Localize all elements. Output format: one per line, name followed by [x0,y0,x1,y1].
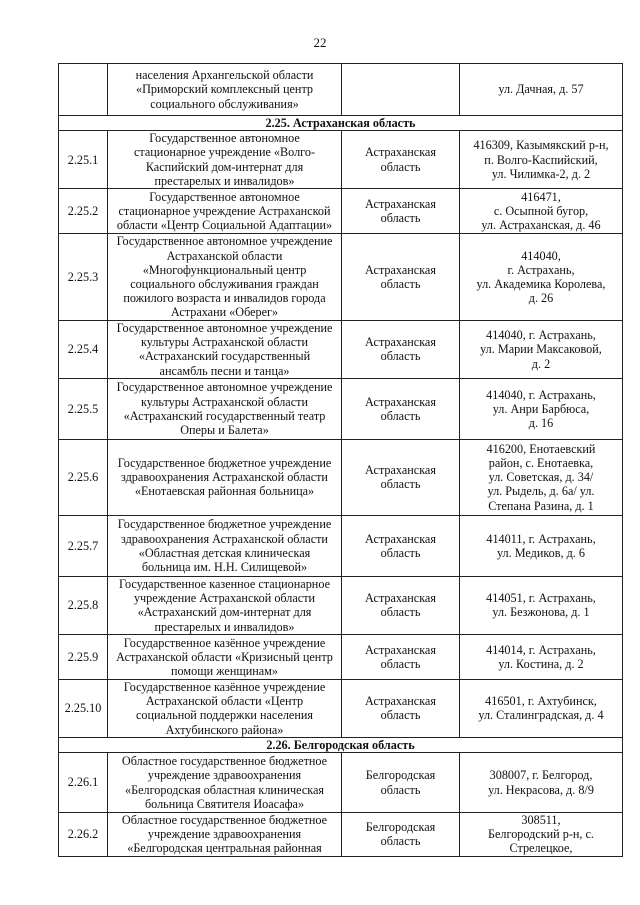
table-row [59,321,623,379]
institution-address-line: 414040, г. Астрахань, [486,328,596,343]
institution-address [460,439,623,515]
institution-name-line: Государственное бюджетное учреждение [117,517,332,532]
institution-name [108,131,342,189]
institution-address [460,634,623,679]
table-row [59,634,623,679]
institution-address [460,813,623,857]
institution-name-line: престарелых и инвалидов» [154,173,295,188]
institution-address-line: п. Волго-Каспийский, [484,152,598,167]
institution-address-line: ул. Анри Барбюса, [492,401,590,416]
section-title: 2.26. Белгородская область [59,737,623,752]
section-title: 2.25. Астраханская область [59,116,623,131]
table-row [59,753,623,813]
institution-name-line: «Белгородская центральная районная [127,841,322,856]
institution-name-line: «Астраханский дом-интернат для [137,605,312,620]
institution-address-line: 414051, г. Астрахань, [486,591,596,606]
region-name-line: область [380,408,421,423]
table-row [59,439,623,515]
region-name-line: Астраханская [365,262,436,277]
institution-name-line: «Белгородская областная клиническая [125,782,324,797]
institution-name [108,576,342,634]
institution-address [460,189,623,234]
institution-address-line: ул. Советская, д. 34/ [488,470,594,485]
institution-name-line: культуры Астраханской области [141,335,308,350]
row-number: 2.25.2 [59,189,108,234]
row-number: 2.25.1 [59,131,108,189]
institution-address-line: Стрелецкое, [509,841,573,856]
institution-address [460,515,623,576]
institution-name-line: Астраханской области «Кризисный центр [116,649,333,664]
row-number [59,64,108,116]
institution-name-line: «Астраханский государственный театр [123,408,326,423]
institution-name-line: престарелых и инвалидов» [154,619,295,634]
institution-name-line: Астраханской области «Центр [145,694,304,709]
region-name-line: область [380,277,421,292]
institution-name-line: Государственное казённое учреждение [123,679,326,694]
institution-address [460,576,623,634]
region-name-line: область [380,708,421,723]
region-name [342,189,460,234]
institution-name-line: Государственное автономное учреждение [116,321,333,336]
region-name-line: область [380,159,421,174]
region-name [342,515,460,576]
institution-address-line: район, с. Енотаевка, [488,456,594,471]
region-name-line: область [380,349,421,364]
region-name-line: Астраханская [365,463,436,478]
table-row [59,576,623,634]
institution-name [108,753,342,813]
institution-address-line: ул. Медиков, д. 6 [496,545,585,560]
region-name [342,439,460,515]
institution-name-line: Государственное автономное [149,189,300,204]
institution-name [108,189,342,234]
institution-address-line: 414040, [521,248,561,263]
institution-address-line: ул. Некрасова, д. 8/9 [488,782,594,797]
region-name [342,634,460,679]
region-name-line: область [380,211,421,226]
institution-name-line: стационарное учреждение Астраханской [118,203,331,218]
region-name-line: Белгородская [365,768,436,783]
region-name-line: область [380,834,421,849]
institution-address [460,64,623,116]
row-number: 2.25.7 [59,515,108,576]
institution-name-line: «Астраханский государственный [138,349,311,364]
institution-name-line: учреждение здравоохранения [147,768,302,783]
institution-name-line: стационарное учреждение «Волго- [133,145,316,160]
institution-name-line: Астрахани «Оберег» [170,305,279,320]
institution-name [108,378,342,439]
institution-address-line: 414011, г. Астрахань, [486,531,596,546]
institution-address [460,753,623,813]
section-header-row [59,737,623,752]
table-row [59,378,623,439]
institution-address-line: д. 2 [531,356,551,371]
institution-address-line: Степана Разина, д. 1 [488,498,594,513]
row-number: 2.25.4 [59,321,108,379]
institution-name [108,64,342,116]
region-name [342,753,460,813]
institution-address-line: ул. Костина, д. 2 [498,656,584,671]
institution-address-line: ул. Дачная, д. 57 [498,82,584,97]
institution-name-line: Ахтубинского района» [165,722,284,737]
institution-name-line: Государственное бюджетное учреждение [117,456,332,471]
region-name-line: область [380,656,421,671]
institution-address-line: 416309, Казымякский р-н, [473,138,609,153]
region-name [342,576,460,634]
institution-name-line: Астраханской области [166,248,283,263]
institution-name-line: «Приморский комплексный центр [135,82,314,97]
institution-address [460,234,623,321]
institution-name [108,679,342,737]
institution-address-line: 416471, [521,189,561,204]
institution-address-line: д. 16 [528,415,554,430]
institution-name-line: культуры Астраханской области [141,394,308,409]
institution-address-line: 308007, г. Белгород, [489,768,593,783]
row-number: 2.25.3 [59,234,108,321]
institution-address-line: 416501, г. Ахтубинск, [485,694,597,709]
institution-name-line: учреждение здравоохранения [147,827,302,842]
table-row [59,189,623,234]
institution-name-line: учреждение Астраханской области [133,591,316,606]
institution-address-line: г. Астрахань, [507,262,575,277]
region-name [342,378,460,439]
region-name-line: область [380,605,421,620]
institution-address-line: ул. Академика Королева, [476,277,606,292]
region-name-line: область [380,782,421,797]
region-name-line: область [380,477,421,492]
table-row [59,234,623,321]
institution-address-line: 308511, [521,813,561,828]
institution-name [108,813,342,857]
institution-name-line: населения Архангельской области [135,68,314,83]
table-row [59,679,623,737]
table-row [59,813,623,857]
region-name-line: Астраханская [365,694,436,709]
institution-name-line: социального обслуживания» [150,96,299,111]
row-number: 2.26.2 [59,813,108,857]
table-row [59,131,623,189]
institutions-table [58,63,623,857]
region-name-line: Астраханская [365,145,436,160]
institution-address-line: ул. Чилимка-2, д. 2 [491,166,591,181]
institution-address-line: ул. Астраханская, д. 46 [481,218,601,233]
institution-name-line: социального обслуживания граждан [130,277,319,292]
page-number: 22 [313,35,327,50]
institution-name-line: Оперы и Балета» [180,423,269,438]
table-row [59,64,623,116]
table-body [59,64,623,857]
institution-address [460,131,623,189]
institution-address-line: ул. Безжонова, д. 1 [492,605,590,620]
row-number: 2.25.10 [59,679,108,737]
institution-name-line: пожилого возраста и инвалидов города [123,291,326,306]
institution-name-line: Областное государственное бюджетное [121,754,328,769]
institution-name-line: Государственное автономное учреждение [116,234,333,249]
institution-name-line: «Областная детская клиническая [138,545,311,560]
region-name [342,321,460,379]
institution-name-line: больница им. Н.Н. Силищевой» [141,560,308,575]
institution-name [108,515,342,576]
region-name [342,131,460,189]
row-number: 2.25.8 [59,576,108,634]
section-header-row [59,116,623,131]
institution-address-line: 414014, г. Астрахань, [486,642,596,657]
row-number: 2.26.1 [59,753,108,813]
region-name-line: Астраханская [365,642,436,657]
table-row [59,515,623,576]
institution-name [108,234,342,321]
institution-name-line: ансамбль песни и танца» [159,363,290,378]
institution-name-line: помощи женщинам» [171,663,278,678]
region-name [342,234,460,321]
institution-address-line: ул. Сталинградская, д. 4 [478,708,604,723]
institution-address-line: 414040, г. Астрахань, [486,387,596,402]
region-name-line: Астраханская [365,335,436,350]
region-name [342,679,460,737]
institution-name-line: здравоохранения Астраханской области [121,470,328,485]
institution-name-line: больница Святителя Иоасафа» [144,796,305,811]
region-name-line: Белгородская [365,820,436,835]
institution-name [108,439,342,515]
institution-address-line: ул. Марии Максаковой, [480,342,602,357]
row-number: 2.25.5 [59,378,108,439]
region-name-line: Астраханская [365,196,436,211]
institution-address [460,321,623,379]
institution-address [460,679,623,737]
institution-address-line: с. Осыпной бугор, [493,203,589,218]
institution-name-line: «Енотаевская районная больница» [134,484,315,499]
region-name-line: область [380,545,421,560]
institution-name-line: Каспийский дом-интернат для [145,159,304,174]
institution-name-line: Государственное автономное учреждение [116,380,333,395]
region-name-line: Астраханская [365,531,436,546]
institution-name-line: здравоохранения Астраханской области [121,531,328,546]
region-name-line: Астраханская [365,591,436,606]
institution-address [460,378,623,439]
row-number: 2.25.6 [59,439,108,515]
institution-name-line: Областное государственное бюджетное [121,813,328,828]
region-name-line: Астраханская [365,394,436,409]
institution-name-line: социальной поддержки населения [135,708,313,723]
institution-name-line: области «Центр Социальной Адаптации» [116,218,333,233]
institution-name-line: Государственное автономное [149,131,300,146]
region-name [342,64,460,116]
institution-name-line: «Многофункциональный центр [142,262,307,277]
region-name [342,813,460,857]
institution-address-line: ул. Рыдель, д. 6а/ ул. [487,484,595,499]
institution-name-line: Государственное казённое учреждение [123,635,326,650]
institution-address-line: Белгородский р-н, с. [488,827,594,842]
institution-address-line: 416200, Енотаевский [486,441,596,456]
institution-name [108,634,342,679]
institution-name-line: Государственное казенное стационарное [119,576,330,591]
institution-name [108,321,342,379]
institution-address-line: д. 26 [528,291,554,306]
row-number: 2.25.9 [59,634,108,679]
